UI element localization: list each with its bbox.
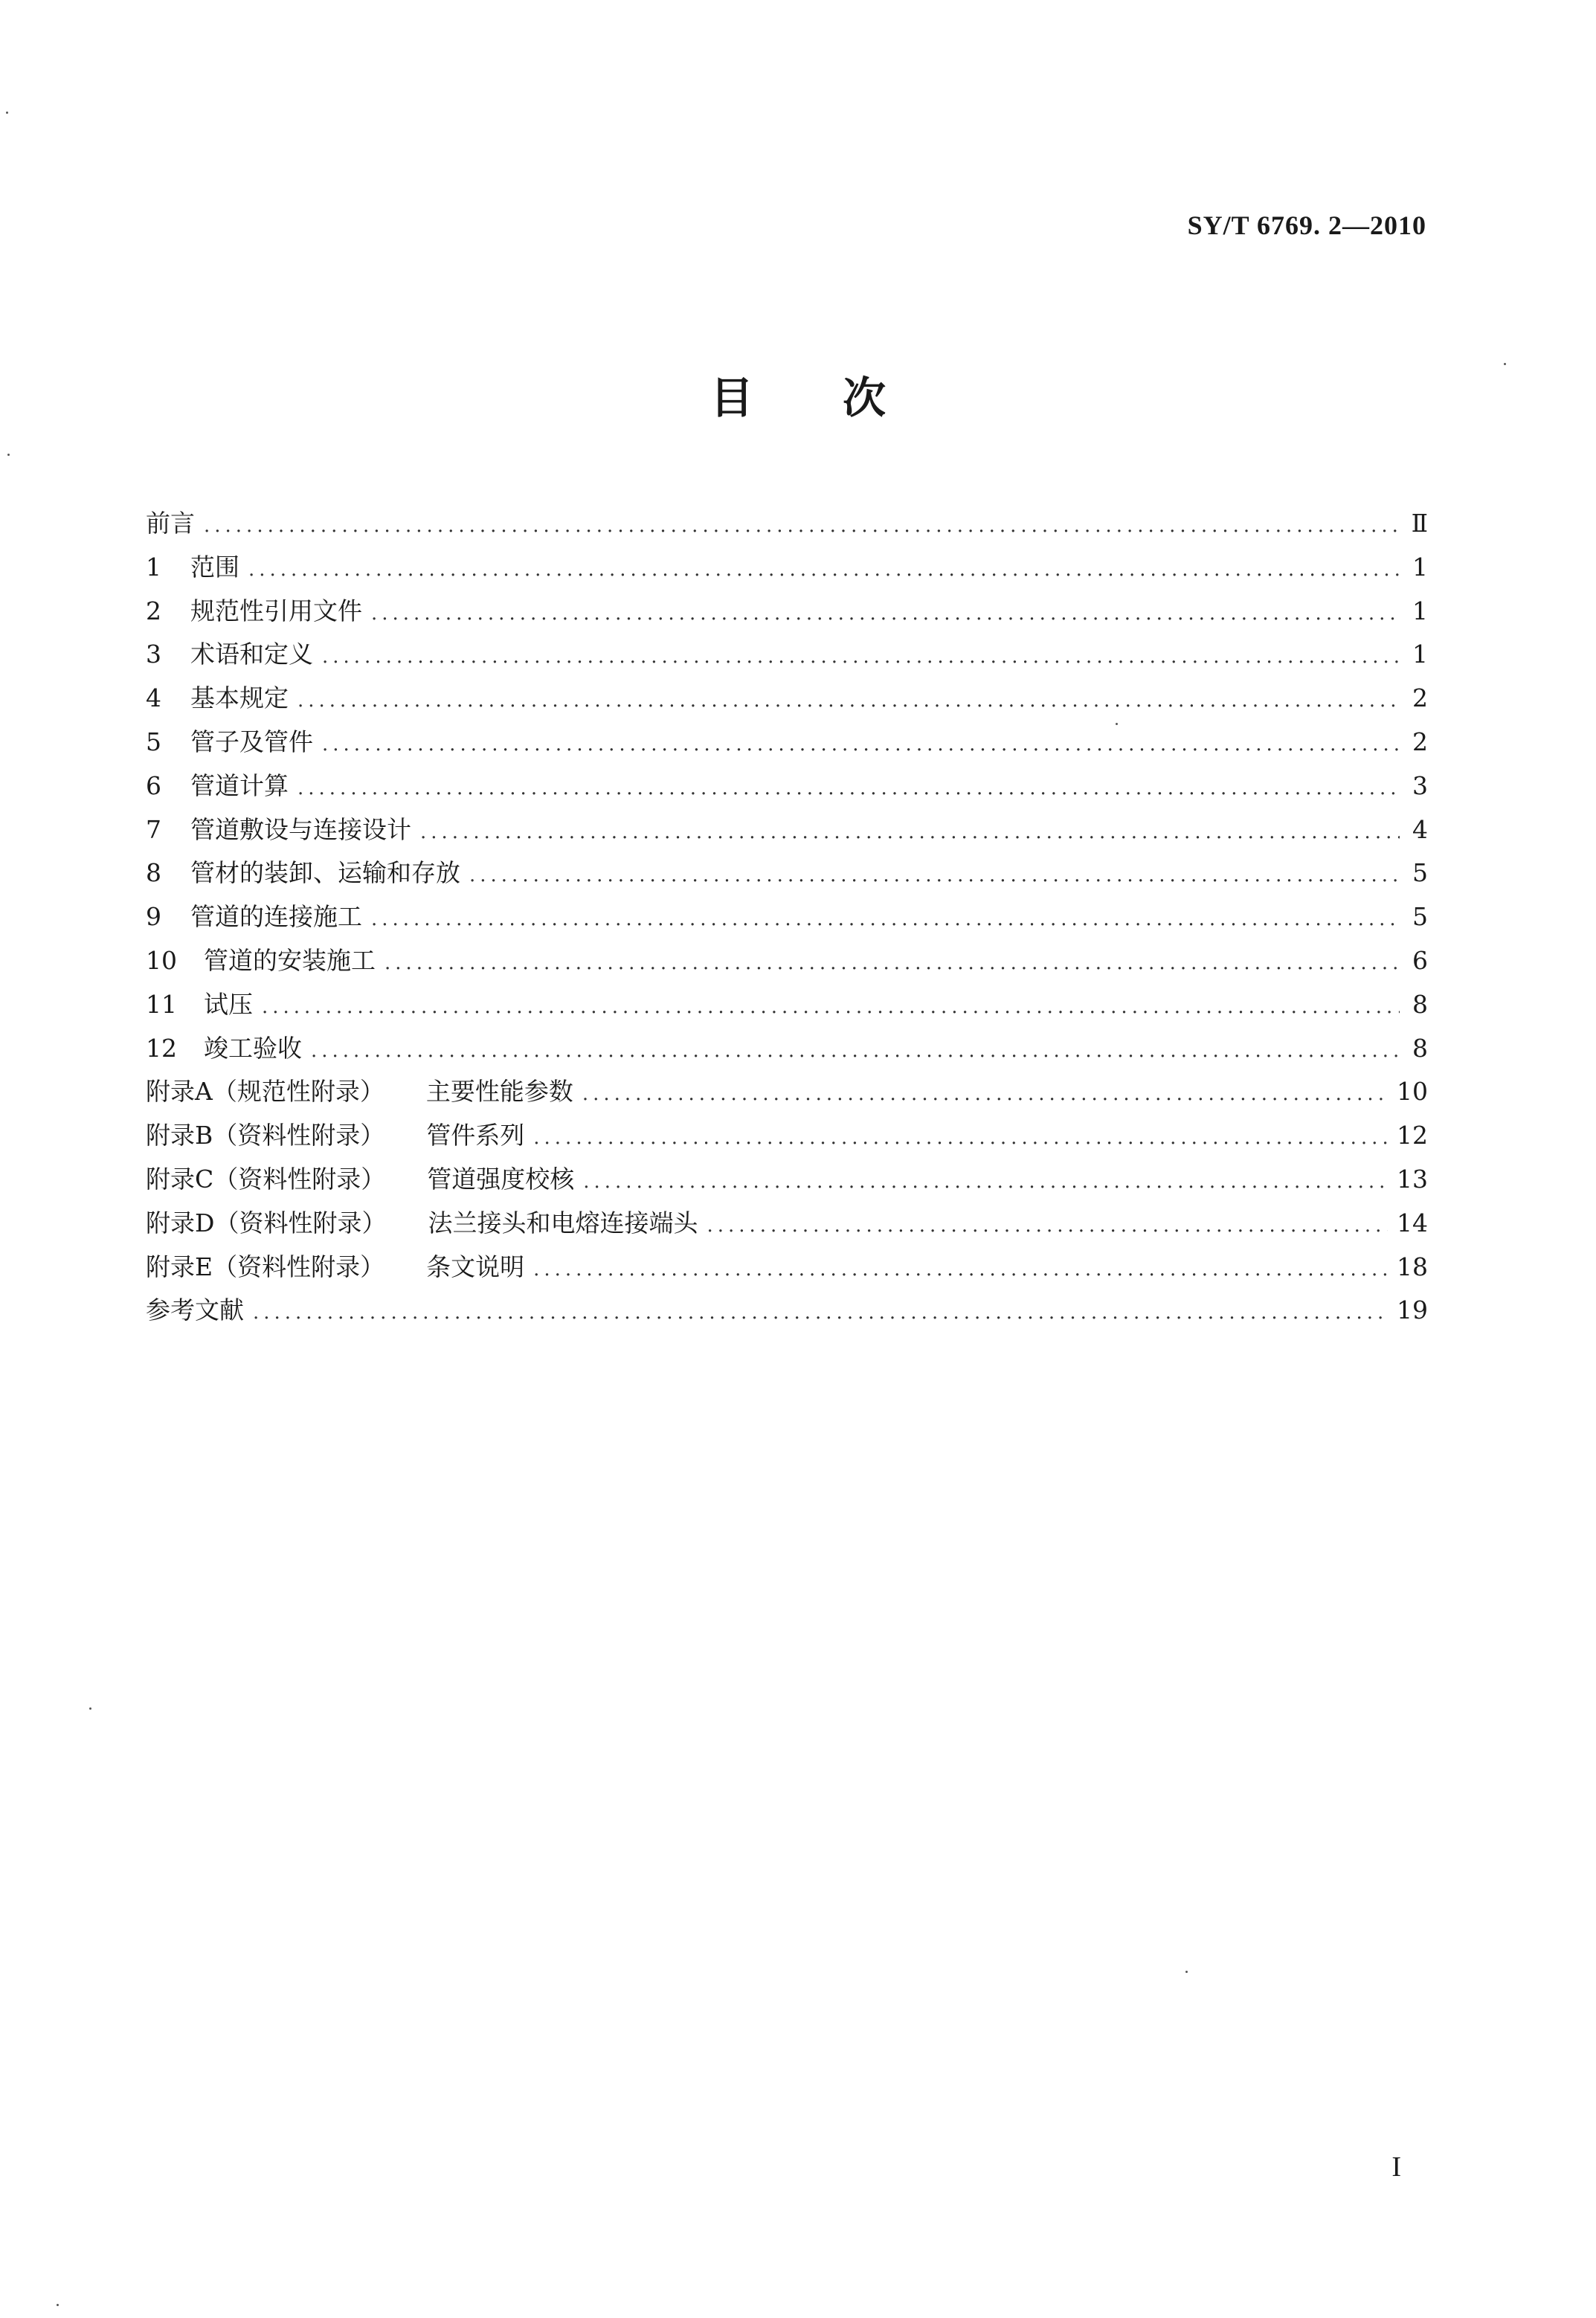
toc-entry-7[interactable] (146, 811, 1428, 854)
toc-entry-text: 管子及管件 (190, 727, 313, 756)
toc-leader-dots (297, 777, 1400, 799)
toc-leader-dots (371, 602, 1400, 625)
toc-leader-dots (583, 1171, 1388, 1193)
toc-leader-dots (322, 646, 1400, 668)
toc-leader-dots (322, 733, 1400, 756)
standard-code: SY/T 6769. 2—2010 (1187, 210, 1426, 240)
toc-entry-text: 法兰接头和电熔连接端头 (428, 1208, 698, 1237)
scan-speck (1185, 1971, 1188, 1973)
toc-entry-8[interactable] (146, 854, 1428, 898)
toc-entry-page: 12 (1397, 1121, 1428, 1150)
toc-entry-3[interactable] (146, 635, 1428, 679)
toc-leader-dots (533, 1258, 1388, 1281)
toc-entry-5[interactable] (146, 723, 1428, 767)
toc-entry-page: 1 (1412, 640, 1428, 669)
toc-entry-appendix-a[interactable] (146, 1072, 1428, 1116)
toc-leader-dots (204, 515, 1400, 537)
toc-entry-page: 5 (1412, 858, 1428, 888)
toc-leader-dots (420, 821, 1400, 843)
scan-speck (57, 2304, 59, 2306)
toc-entry-text: 规范性引用文件 (190, 596, 362, 625)
toc-entry-appendix-c[interactable] (146, 1160, 1428, 1204)
toc-entry-page: 1 (1412, 552, 1428, 582)
toc-entry-page: 18 (1397, 1252, 1428, 1281)
toc-entry-text: 管件系列 (426, 1121, 525, 1150)
toc-entry-text: 术语和定义 (190, 640, 313, 669)
toc-entry-number: 7 (146, 814, 161, 844)
scan-speck (89, 1707, 91, 1710)
toc-entry-page: 1 (1412, 596, 1428, 625)
toc-entry-text: 竣工验收 (204, 1033, 302, 1063)
toc-entry-2[interactable] (146, 592, 1428, 636)
toc-entry-number: 4 (146, 683, 161, 713)
toc-leader-dots (582, 1083, 1388, 1105)
toc-leader-dots (297, 689, 1400, 712)
toc-entry-text: 管材的装卸、运输和存放 (190, 858, 460, 888)
toc-appendix-prefix: 附录D（资料性附录） (146, 1208, 387, 1237)
toc-entry-page: 10 (1397, 1077, 1428, 1107)
toc-entry-page: 19 (1397, 1295, 1428, 1325)
toc-entry-number: 8 (146, 858, 161, 888)
toc-entry-appendix-b[interactable] (146, 1116, 1428, 1160)
toc-entry-page: 5 (1412, 902, 1428, 932)
toc-leader-dots (371, 908, 1400, 930)
page-title: 目次 (709, 373, 975, 423)
toc-entry-11[interactable] (146, 985, 1428, 1029)
toc-entry-text: 管道敷设与连接设计 (190, 814, 411, 844)
toc-appendix-prefix: 附录E（资料性附录） (146, 1252, 385, 1281)
toc-entry-number: 9 (146, 902, 161, 932)
toc-entry-number: 10 (146, 945, 177, 975)
toc-entry-page: 2 (1412, 727, 1428, 756)
toc-leader-dots (253, 1301, 1388, 1324)
toc-entry-page: Ⅱ (1411, 509, 1428, 538)
scan-speck (1504, 363, 1506, 365)
toc-entry-text: 条文说明 (426, 1252, 525, 1281)
toc-entry-number: 5 (146, 727, 161, 756)
toc-entry-number: 2 (146, 596, 161, 625)
toc-entry-number: 1 (146, 552, 161, 582)
toc-entry-text: 管道计算 (190, 770, 289, 800)
toc-entry-references[interactable] (146, 1291, 1428, 1335)
toc-entry-foreword[interactable] (146, 504, 1428, 548)
toc-entry-text: 范围 (190, 552, 239, 582)
toc-appendix-prefix: 附录A（规范性附录） (146, 1077, 384, 1107)
toc-leader-dots (248, 558, 1400, 581)
toc-entry-text: 管道的安装施工 (204, 945, 376, 975)
toc-entry-page: 2 (1412, 683, 1428, 713)
toc-entry-page: 6 (1412, 945, 1428, 975)
toc-leader-dots (469, 864, 1400, 886)
toc-entry-page: 13 (1397, 1164, 1428, 1194)
toc-entry-page: 8 (1412, 989, 1428, 1019)
toc-entry-text: 基本规定 (190, 683, 289, 713)
toc-entry-number: 12 (146, 1033, 177, 1063)
toc-entry-text: 管道的连接施工 (190, 902, 362, 932)
toc-leader-dots (384, 952, 1400, 974)
scan-speck (1116, 723, 1118, 725)
toc-appendix-prefix: 附录C（资料性附录） (146, 1164, 386, 1194)
toc-entry-text: 主要性能参数 (425, 1077, 573, 1107)
toc-entry-number: 6 (146, 770, 161, 800)
toc-leader-dots (533, 1127, 1388, 1149)
toc-entry-text: 前言 (146, 509, 195, 538)
toc-entry-page: 4 (1412, 814, 1428, 844)
toc-entry-appendix-d[interactable] (146, 1204, 1428, 1248)
scan-speck (7, 454, 10, 456)
toc-entry-number: 3 (146, 640, 161, 669)
toc-entry-12[interactable] (146, 1029, 1428, 1073)
toc-entry-6[interactable] (146, 767, 1428, 811)
page-number: I (1391, 2151, 1401, 2183)
toc-entry-9[interactable] (146, 898, 1428, 941)
toc-entry-text: 试压 (204, 989, 253, 1019)
toc-appendix-prefix: 附录B（资料性附录） (146, 1121, 385, 1150)
toc-entry-text: 参考文献 (146, 1295, 244, 1325)
toc-leader-dots (311, 1040, 1400, 1062)
toc-leader-dots (262, 996, 1400, 1018)
toc-entry-number: 11 (146, 989, 177, 1019)
toc-entry-page: 3 (1412, 770, 1428, 800)
scan-speck (6, 112, 8, 114)
toc-entry-appendix-e[interactable] (146, 1248, 1428, 1292)
toc-entry-4[interactable] (146, 679, 1428, 723)
toc-entry-page: 8 (1412, 1033, 1428, 1063)
toc-entry-1[interactable] (146, 548, 1428, 592)
table-of-contents (146, 504, 1428, 1335)
toc-entry-text: 管道强度校核 (427, 1164, 575, 1194)
toc-leader-dots (707, 1214, 1388, 1237)
toc-entry-page: 14 (1397, 1208, 1428, 1237)
toc-entry-10[interactable] (146, 941, 1428, 985)
